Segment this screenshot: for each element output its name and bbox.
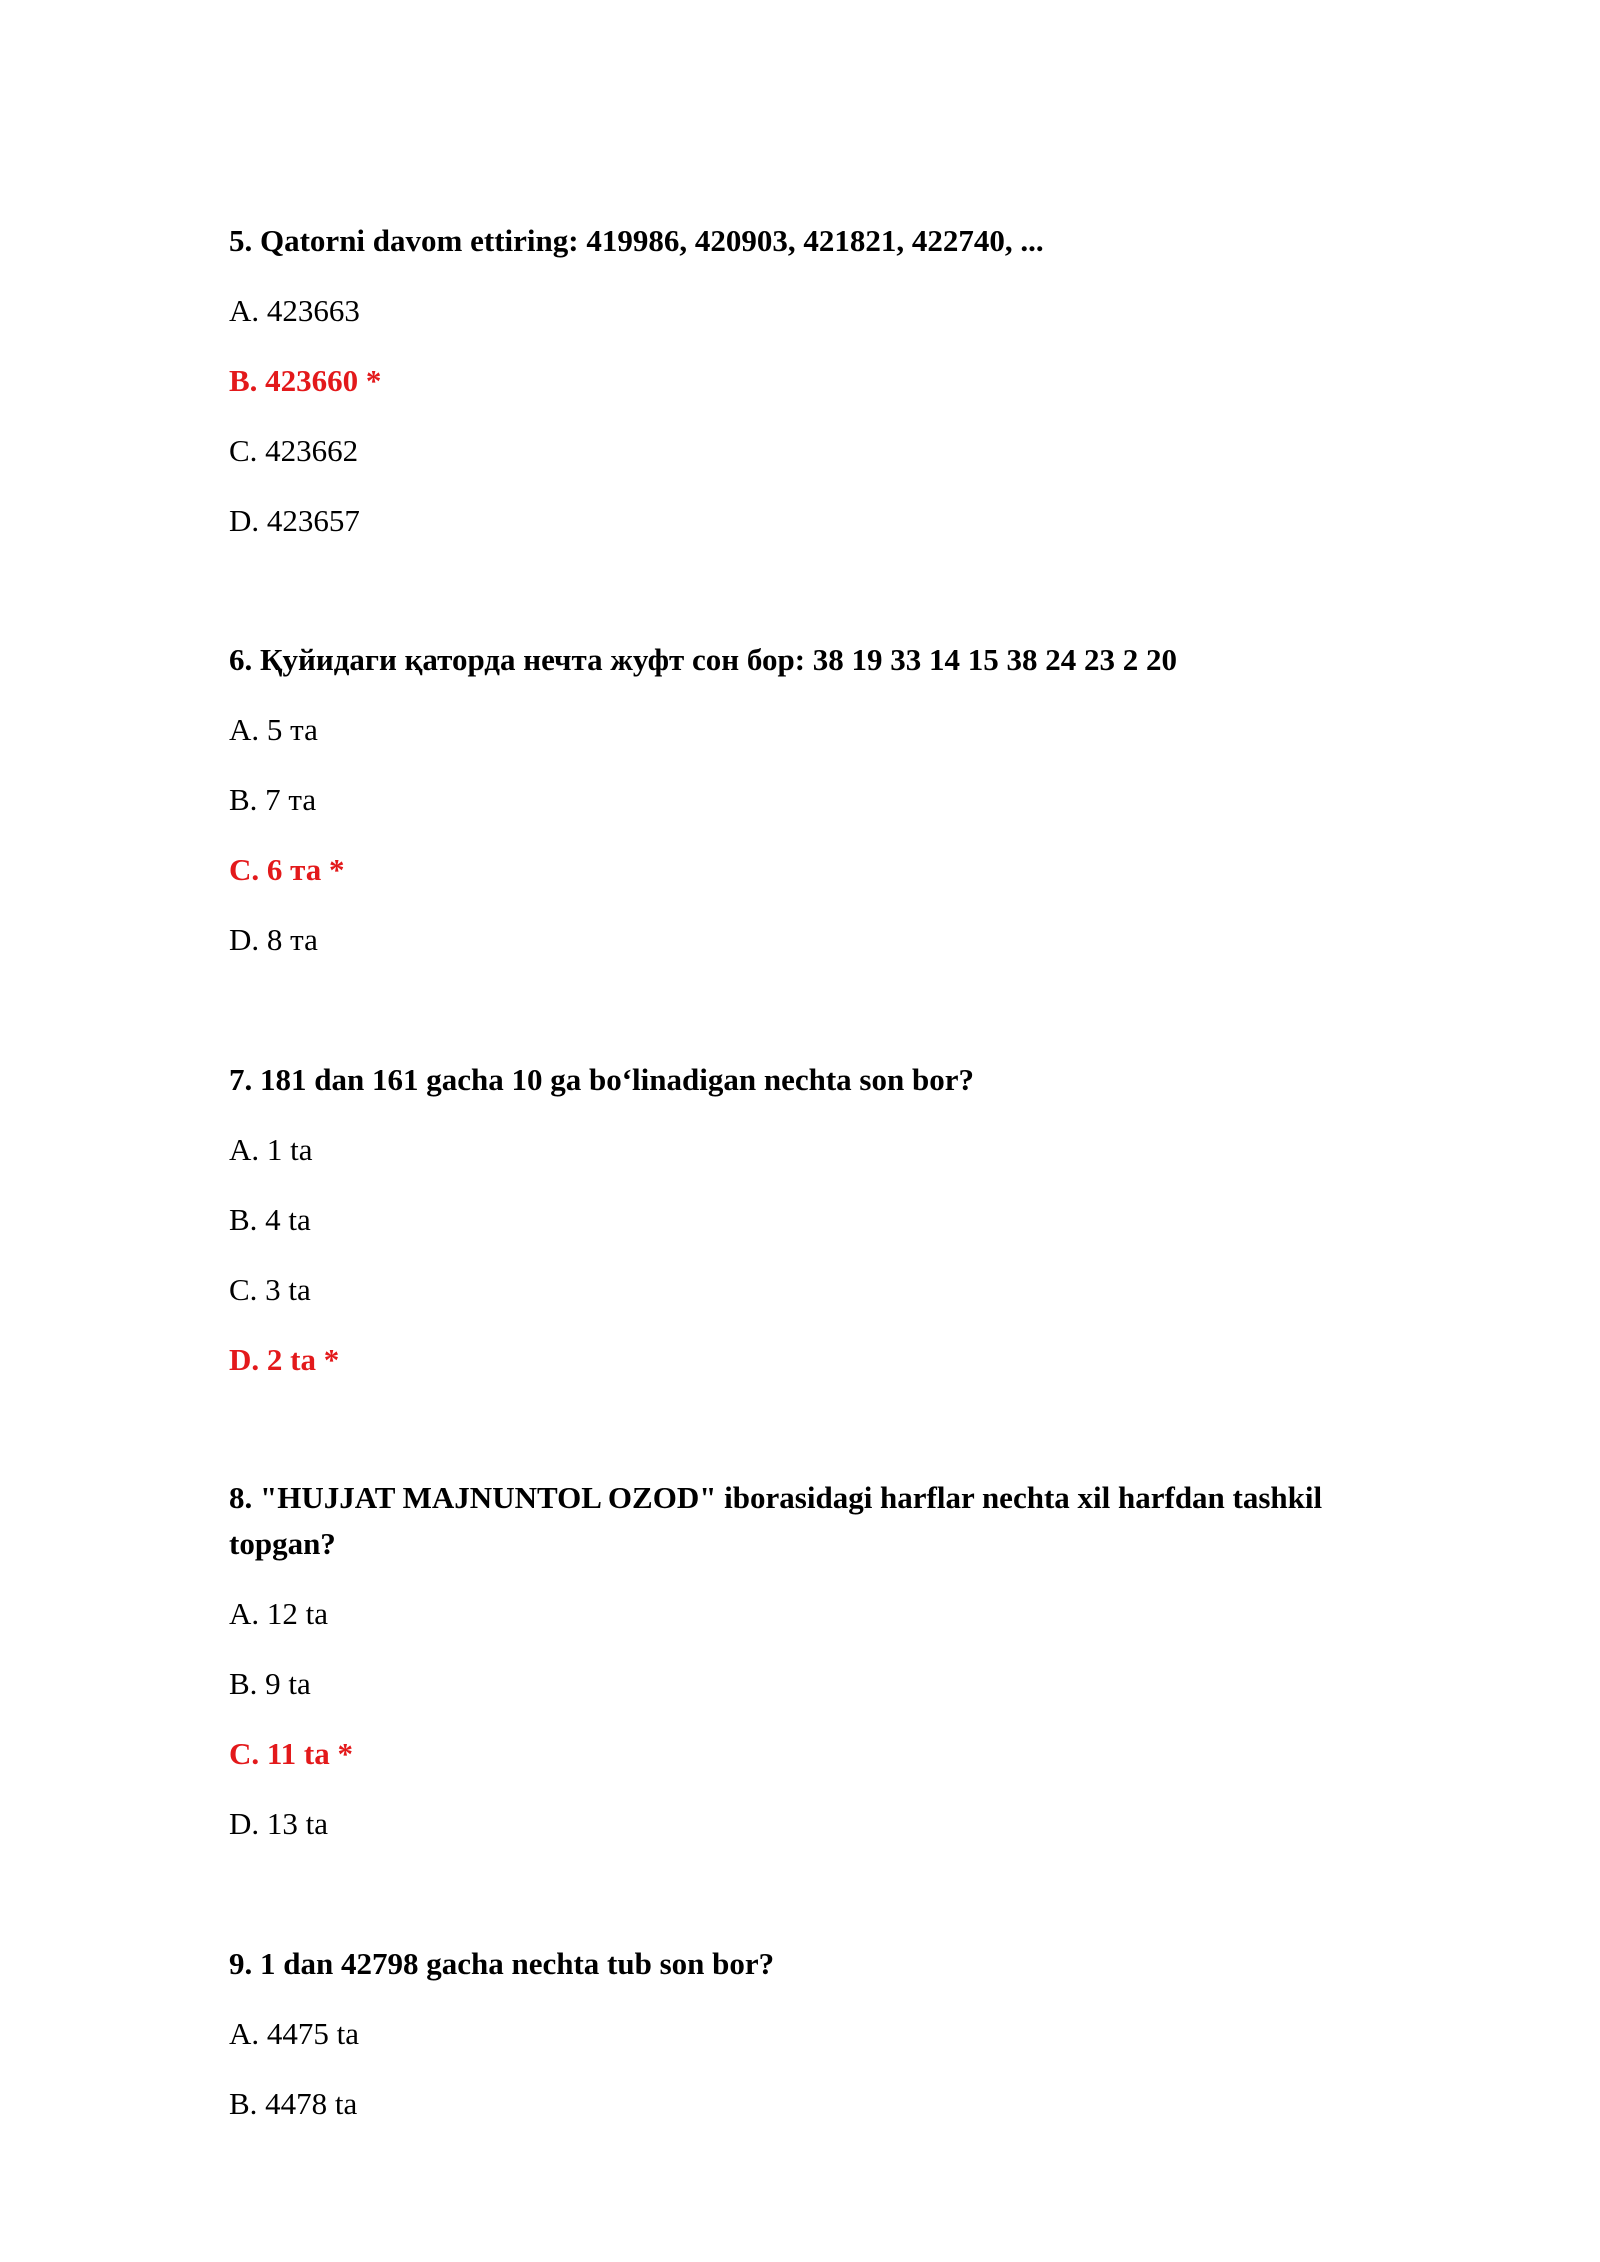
question-text: 8. "HUJJAT MAJNUNTOL OZOD" iborasidagi harflar nechta xil harfdan tashkil topgan? (229, 1480, 1323, 1561)
option-c: C. 3 ta (229, 1272, 311, 1307)
question-8 (229, 1475, 1389, 1847)
option-b: B. 4 ta (229, 1202, 311, 1237)
option-a: A. 12 ta (229, 1596, 329, 1631)
option-c-correct: C. 11 ta * (229, 1736, 353, 1771)
question-5 (229, 218, 1389, 544)
question-9 (229, 1941, 1389, 2127)
option-b-correct: B. 423660 * (229, 363, 382, 398)
option-d-correct: D. 2 ta * (229, 1342, 340, 1377)
question-text: 7. 181 dan 161 gacha 10 ga bo‘linadigan nechta son bor? (229, 1062, 974, 1097)
option-c-correct: C. 6 та * (229, 852, 345, 887)
option-a: A. 5 та (229, 712, 318, 747)
option-c: C. 423662 (229, 433, 359, 468)
option-d: D. 13 ta (229, 1806, 329, 1841)
option-b: B. 9 ta (229, 1666, 311, 1701)
option-a: A. 1 ta (229, 1132, 313, 1167)
question-text: 6. Қуйидаги қаторда нечта жуфт сон бор: 38 19 33 14 15 38 24 23 2 20 (229, 642, 1178, 677)
question-text: 5. Qatorni davom ettiring: 419986, 420903, 421821, 422740, ... (229, 223, 1044, 258)
question-6 (229, 637, 1389, 963)
question-text: 9. 1 dan 42798 gacha nechta tub son bor? (229, 1946, 775, 1981)
option-b: B. 7 та (229, 782, 317, 817)
option-a: A. 4475 ta (229, 2016, 360, 2051)
question-7 (229, 1057, 1389, 1383)
option-a: A. 423663 (229, 293, 360, 328)
option-b: B. 4478 ta (229, 2086, 358, 2121)
option-d: D. 423657 (229, 503, 360, 538)
option-d: D. 8 та (229, 922, 318, 957)
